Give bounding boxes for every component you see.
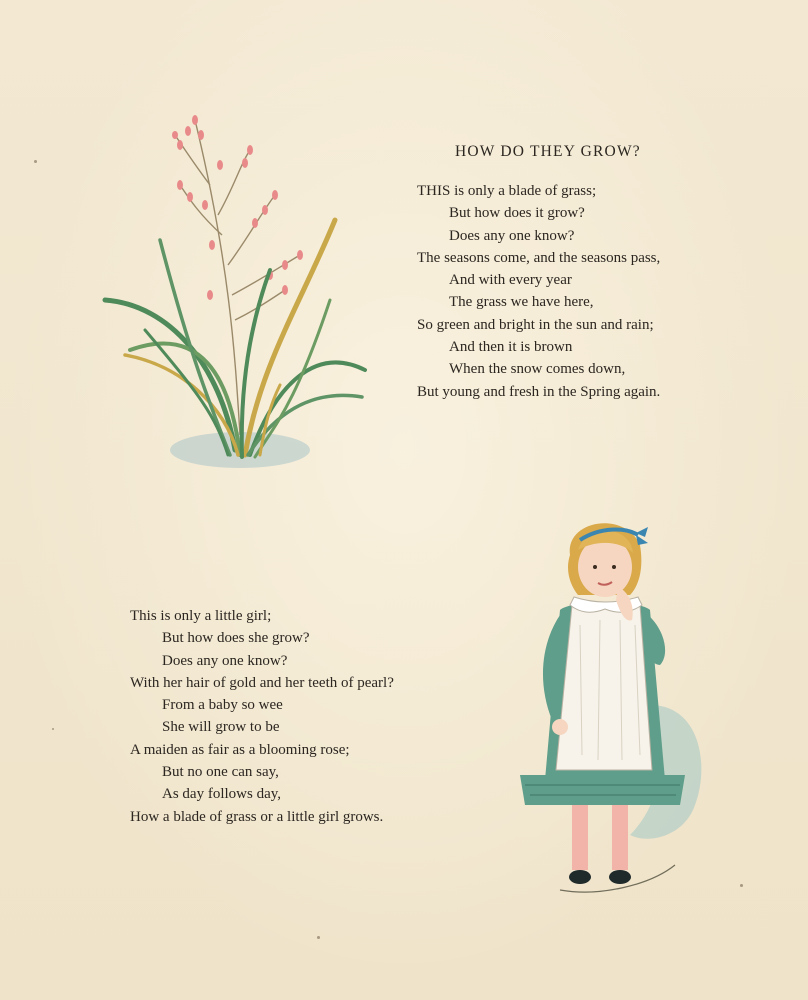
poem-line: But no one can say,	[162, 764, 279, 781]
poem-line: A maiden as fair as a blooming rose;	[130, 741, 350, 758]
poem-line: The grass we have here,	[449, 294, 594, 311]
poem-line: But how does she grow?	[162, 630, 310, 647]
paper-speck	[317, 936, 320, 939]
poem-line: And then it is brown	[449, 339, 573, 356]
paper-speck	[34, 160, 37, 163]
poem-line: And with every year	[449, 272, 572, 289]
paper-speck	[52, 728, 54, 730]
poem-line: But young and fresh in the Spring again.	[417, 383, 661, 400]
grass-illustration	[100, 105, 370, 485]
girl-illustration	[500, 505, 720, 905]
poem-line: With her hair of gold and her teeth of pearl?	[130, 674, 394, 691]
poem-line: How a blade of grass or a little girl grows.	[130, 808, 384, 825]
poem-line: From a baby so wee	[162, 697, 283, 714]
paper-speck	[740, 884, 743, 887]
poem-line: But how does it grow?	[449, 205, 585, 222]
poem-line: This is only a little girl;	[130, 608, 272, 624]
poem-line: As day follows day,	[162, 786, 282, 803]
poem-line: The seasons come, and the seasons pass,	[417, 249, 661, 266]
poem-title: HOW DO THEY GROW?	[455, 143, 641, 160]
girl-poem	[130, 605, 394, 828]
grass-poem	[417, 180, 660, 403]
poem-line: Does any one know?	[162, 652, 288, 669]
poem-line: So green and bright in the sun and rain;	[417, 316, 654, 333]
poem-line: Does any one know?	[449, 227, 575, 244]
poem-line: She will grow to be	[162, 719, 280, 736]
poem-line: When the snow comes down,	[449, 361, 626, 378]
poem-line: THIS is only a blade of grass;	[417, 183, 597, 199]
